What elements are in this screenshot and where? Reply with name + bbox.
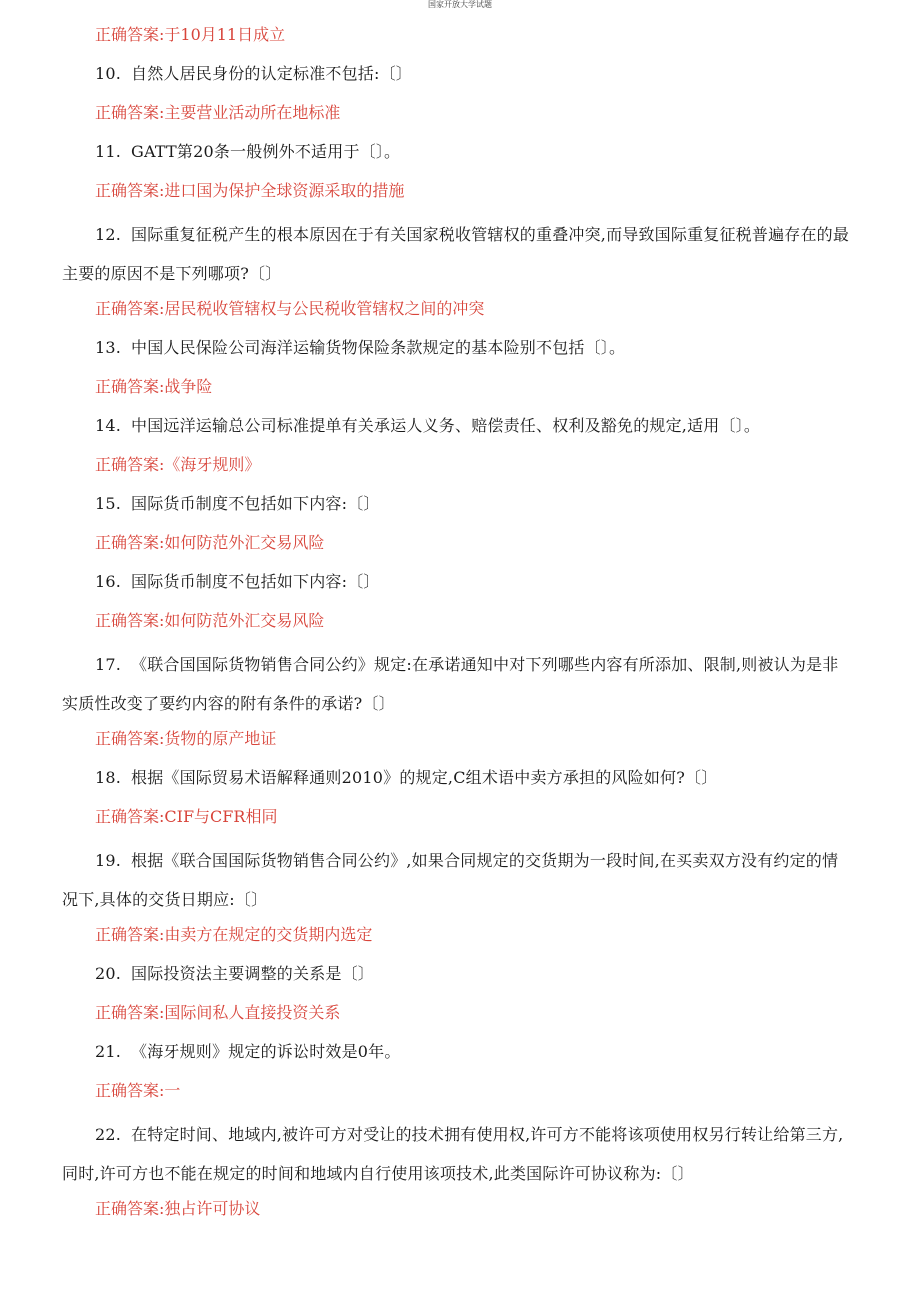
answer-text: 正确答案:由卖方在规定的交货期内选定: [95, 925, 373, 944]
question-body: 根据《国际贸易术语解释通则2010》的规定,C组术语中卖方承担的风险如何?〔〕: [131, 768, 718, 787]
question-text: [62, 645, 852, 723]
question-body: 中国远洋运输总公司标准提单有关承运人义务、赔偿责任、权利及豁免的规定,适用〔〕。: [131, 416, 761, 435]
question-body: 根据《联合国国际货物销售合同公约》,如果合同规定的交货期为一段时间,在买卖双方没有约定的情况下,具体的交货日期应:〔〕: [62, 851, 839, 909]
question-text: [62, 1115, 852, 1193]
question-body: 《海牙规则》规定的诉讼时效是0年。: [131, 1042, 401, 1061]
answer-text: 正确答案:如何防范外汇交易风险: [95, 533, 325, 552]
question-body: 国际货币制度不包括如下内容:〔〕: [131, 494, 380, 513]
question-text: [62, 411, 852, 441]
question-number: 21.: [95, 1042, 122, 1061]
question-body: 在特定时间、地域内,被许可方对受让的技术拥有使用权,许可方不能将该项使用权另行转让给第三方,同时,许可方也不能在规定的时间和地域内自行使用该项技术,此类国际许可协议称为:〔〕: [62, 1125, 844, 1183]
question-text: [62, 567, 852, 597]
question-number: 19.: [95, 851, 122, 870]
question-body: 自然人居民身份的认定标准不包括:〔〕: [131, 64, 412, 83]
question-number: 17.: [95, 655, 122, 674]
question-text: [62, 333, 852, 363]
question-text: [62, 489, 852, 519]
answer-text: 正确答案:一: [95, 1081, 181, 1100]
question-number: 20.: [95, 964, 122, 983]
items-container: [62, 59, 852, 1224]
question-number: 18.: [95, 768, 122, 787]
question-text: [62, 137, 852, 167]
question-number: 10.: [95, 64, 122, 83]
question-number: 22.: [95, 1125, 122, 1144]
answer-text: 正确答案:居民税收管辖权与公民税收管辖权之间的冲突: [95, 299, 485, 318]
answer-text: 正确答案:于10月11日成立: [95, 25, 286, 44]
question-text: [62, 959, 852, 989]
answer-text: 正确答案:如何防范外汇交易风险: [95, 611, 325, 630]
question-number: 15.: [95, 494, 122, 513]
question-text: [62, 841, 852, 919]
question-body: 国际重复征税产生的根本原因在于有关国家税收管辖权的重叠冲突,而导致国际重复征税普遍存在的最主要的原因不是下列哪项?〔〕: [62, 225, 850, 283]
question-text: [62, 59, 852, 89]
answer-text: 正确答案:主要营业活动所在地标准: [95, 103, 341, 122]
question-text: [62, 215, 852, 293]
answer-text: 正确答案:国际间私人直接投资关系: [95, 1003, 341, 1022]
answer-text: 正确答案:CIF与CFR相同: [95, 807, 278, 826]
question-list: [62, 20, 852, 1233]
answer-text: 正确答案:货物的原产地证: [95, 729, 277, 748]
question-number: 14.: [95, 416, 122, 435]
question-body: 《联合国国际货物销售合同公约》规定:在承诺通知中对下列哪些内容有所添加、限制,则被认为是非实质性改变了要约内容的附有条件的承诺?〔〕: [62, 655, 839, 713]
question-number: 16.: [95, 572, 122, 591]
question-body: 国际投资法主要调整的关系是〔〕: [131, 964, 375, 983]
answer-text: 正确答案:战争险: [95, 377, 213, 396]
answer-text: 正确答案:《海牙规则》: [95, 455, 261, 474]
question-number: 12.: [95, 225, 122, 244]
question-text: [62, 763, 852, 793]
question-number: 11.: [95, 142, 122, 161]
answer-text: 正确答案:进口国为保护全球资源采取的措施: [95, 181, 405, 200]
page-header: 国家开放大学试题: [428, 0, 492, 9]
answer-text: 正确答案:独占许可协议: [95, 1199, 261, 1218]
question-body: 中国人民保险公司海洋运输货物保险条款规定的基本险别不包括〔〕。: [131, 338, 626, 357]
question-number: 13.: [95, 338, 122, 357]
question-text: [62, 1037, 852, 1067]
question-body: GATT第20条一般例外不适用于〔〕。: [131, 142, 401, 161]
question-body: 国际货币制度不包括如下内容:〔〕: [131, 572, 380, 591]
